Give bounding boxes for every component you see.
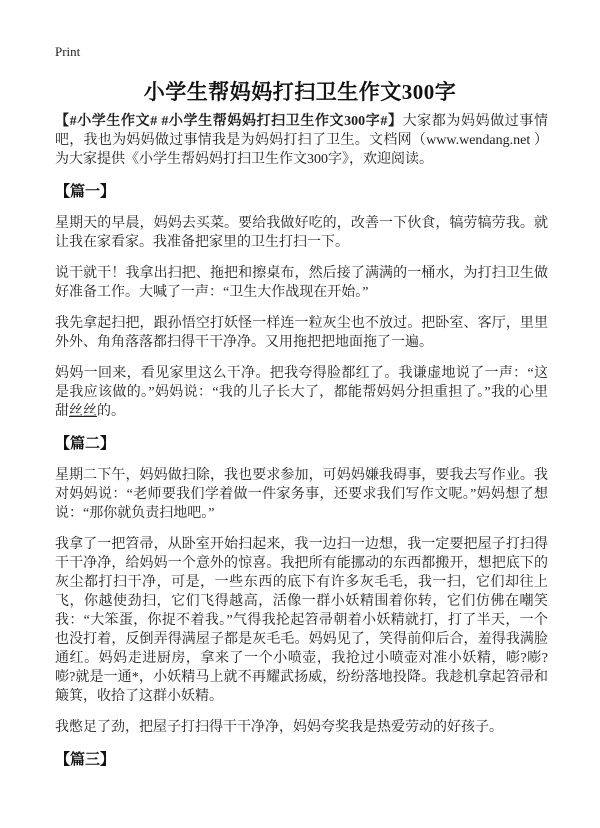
paragraph <box>55 364 548 421</box>
paragraph: 星期二下午，妈妈做扫除，我也要求参加，可妈妈嫌我碍事，要我去写作业。我对妈妈说：“老师要我们学着做一件家务事，还要求我们写作文呢。”妈妈想了想说：“那你就负责扫地吧。” <box>55 468 548 521</box>
intro-paragraph <box>55 112 548 169</box>
paragraph: 星期天的早晨，妈妈去买菜。要给我做好吃的，改善一下伙食，犒劳犒劳我。就让我在家看家。我准备把家里的卫生打扫一下。 <box>55 216 548 250</box>
print-button[interactable]: Print <box>55 44 81 59</box>
paragraph: 我拿了一把笤帚，从卧室开始扫起来，我一边扫一边想，我一定要把屋子打扫得干干净净，给妈妈一个意外的惊喜。我把所有能挪动的东西都搬开，想把底下的灰尘都打扫干净，可是，一些东西的底下有许多灰毛毛，我一扫，它们却往上飞，你越使劲扫，它们飞得越高，活像一群小妖精围着你转，它们仿佛在嘲笑我：“大笨蛋，你捉不着我。”气得我抡起笤帚朝着小妖精就打，打了半天，一个也没打着，反倒弄得满屋子都是灰毛毛。妈妈见了，笑得前仰后合，羞得我满脸通红。妈妈走进厨房，拿来了一个小喷壶，我抢过小喷壶对准小妖精，嘭?嘭?嘭?就是一通*，小妖精马上就不再耀武扬威，纷纷落地投降。我趁机拿起笤帚和簸箕，收拾了这群小妖精。 <box>55 537 548 704</box>
underlined-text: 丝丝 <box>69 404 97 419</box>
page-title: 小学生帮妈妈打扫卫生作文300字 <box>143 80 457 104</box>
paragraph-text: 的。 <box>97 404 125 419</box>
paragraph: 我先拿起扫把，跟孙悟空打妖怪一样连一粒灰尘也不放过。把卧室、客厅，里里外外、角角落落都扫得干干净净。又用拖把把地面拖了一遍。 <box>55 316 548 350</box>
intro-text: 大家都为妈妈做过事情吧，我也为妈妈做过事情我是为妈妈打扫了卫生。文档网（www.wendang.net ）为大家提供《小学生帮妈妈打扫卫生作文300字》，欢迎阅读。 <box>55 114 549 167</box>
section-heading-1: 【篇一】 <box>55 184 116 200</box>
section-heading-3: 【篇三】 <box>55 752 116 768</box>
intro-hashtags: 【#小学生作文# #小学生帮妈妈打扫卫生作文300字#】 <box>55 114 403 129</box>
article-content <box>55 112 548 782</box>
paragraph-text: 妈妈一回来，看见家里这么干净。把我夸得脸都红了。我谦虚地说了一声：“这是我应该做的。”妈妈说：“我的儿子长大了，都能帮妈妈分担重担了。”我的心里甜 <box>55 366 548 419</box>
section-heading-2: 【篇二】 <box>55 436 116 452</box>
paragraph: 说干就干！我拿出扫把、拖把和擦桌布，然后接了满满的一桶水，为打扫卫生做好准备工作。大喊了一声：“卫生大作战现在开始。” <box>55 266 548 300</box>
paragraph: 我憋足了劲，把屋子打扫得干干净净，妈妈夸奖我是热爱劳动的好孩子。 <box>55 720 503 735</box>
